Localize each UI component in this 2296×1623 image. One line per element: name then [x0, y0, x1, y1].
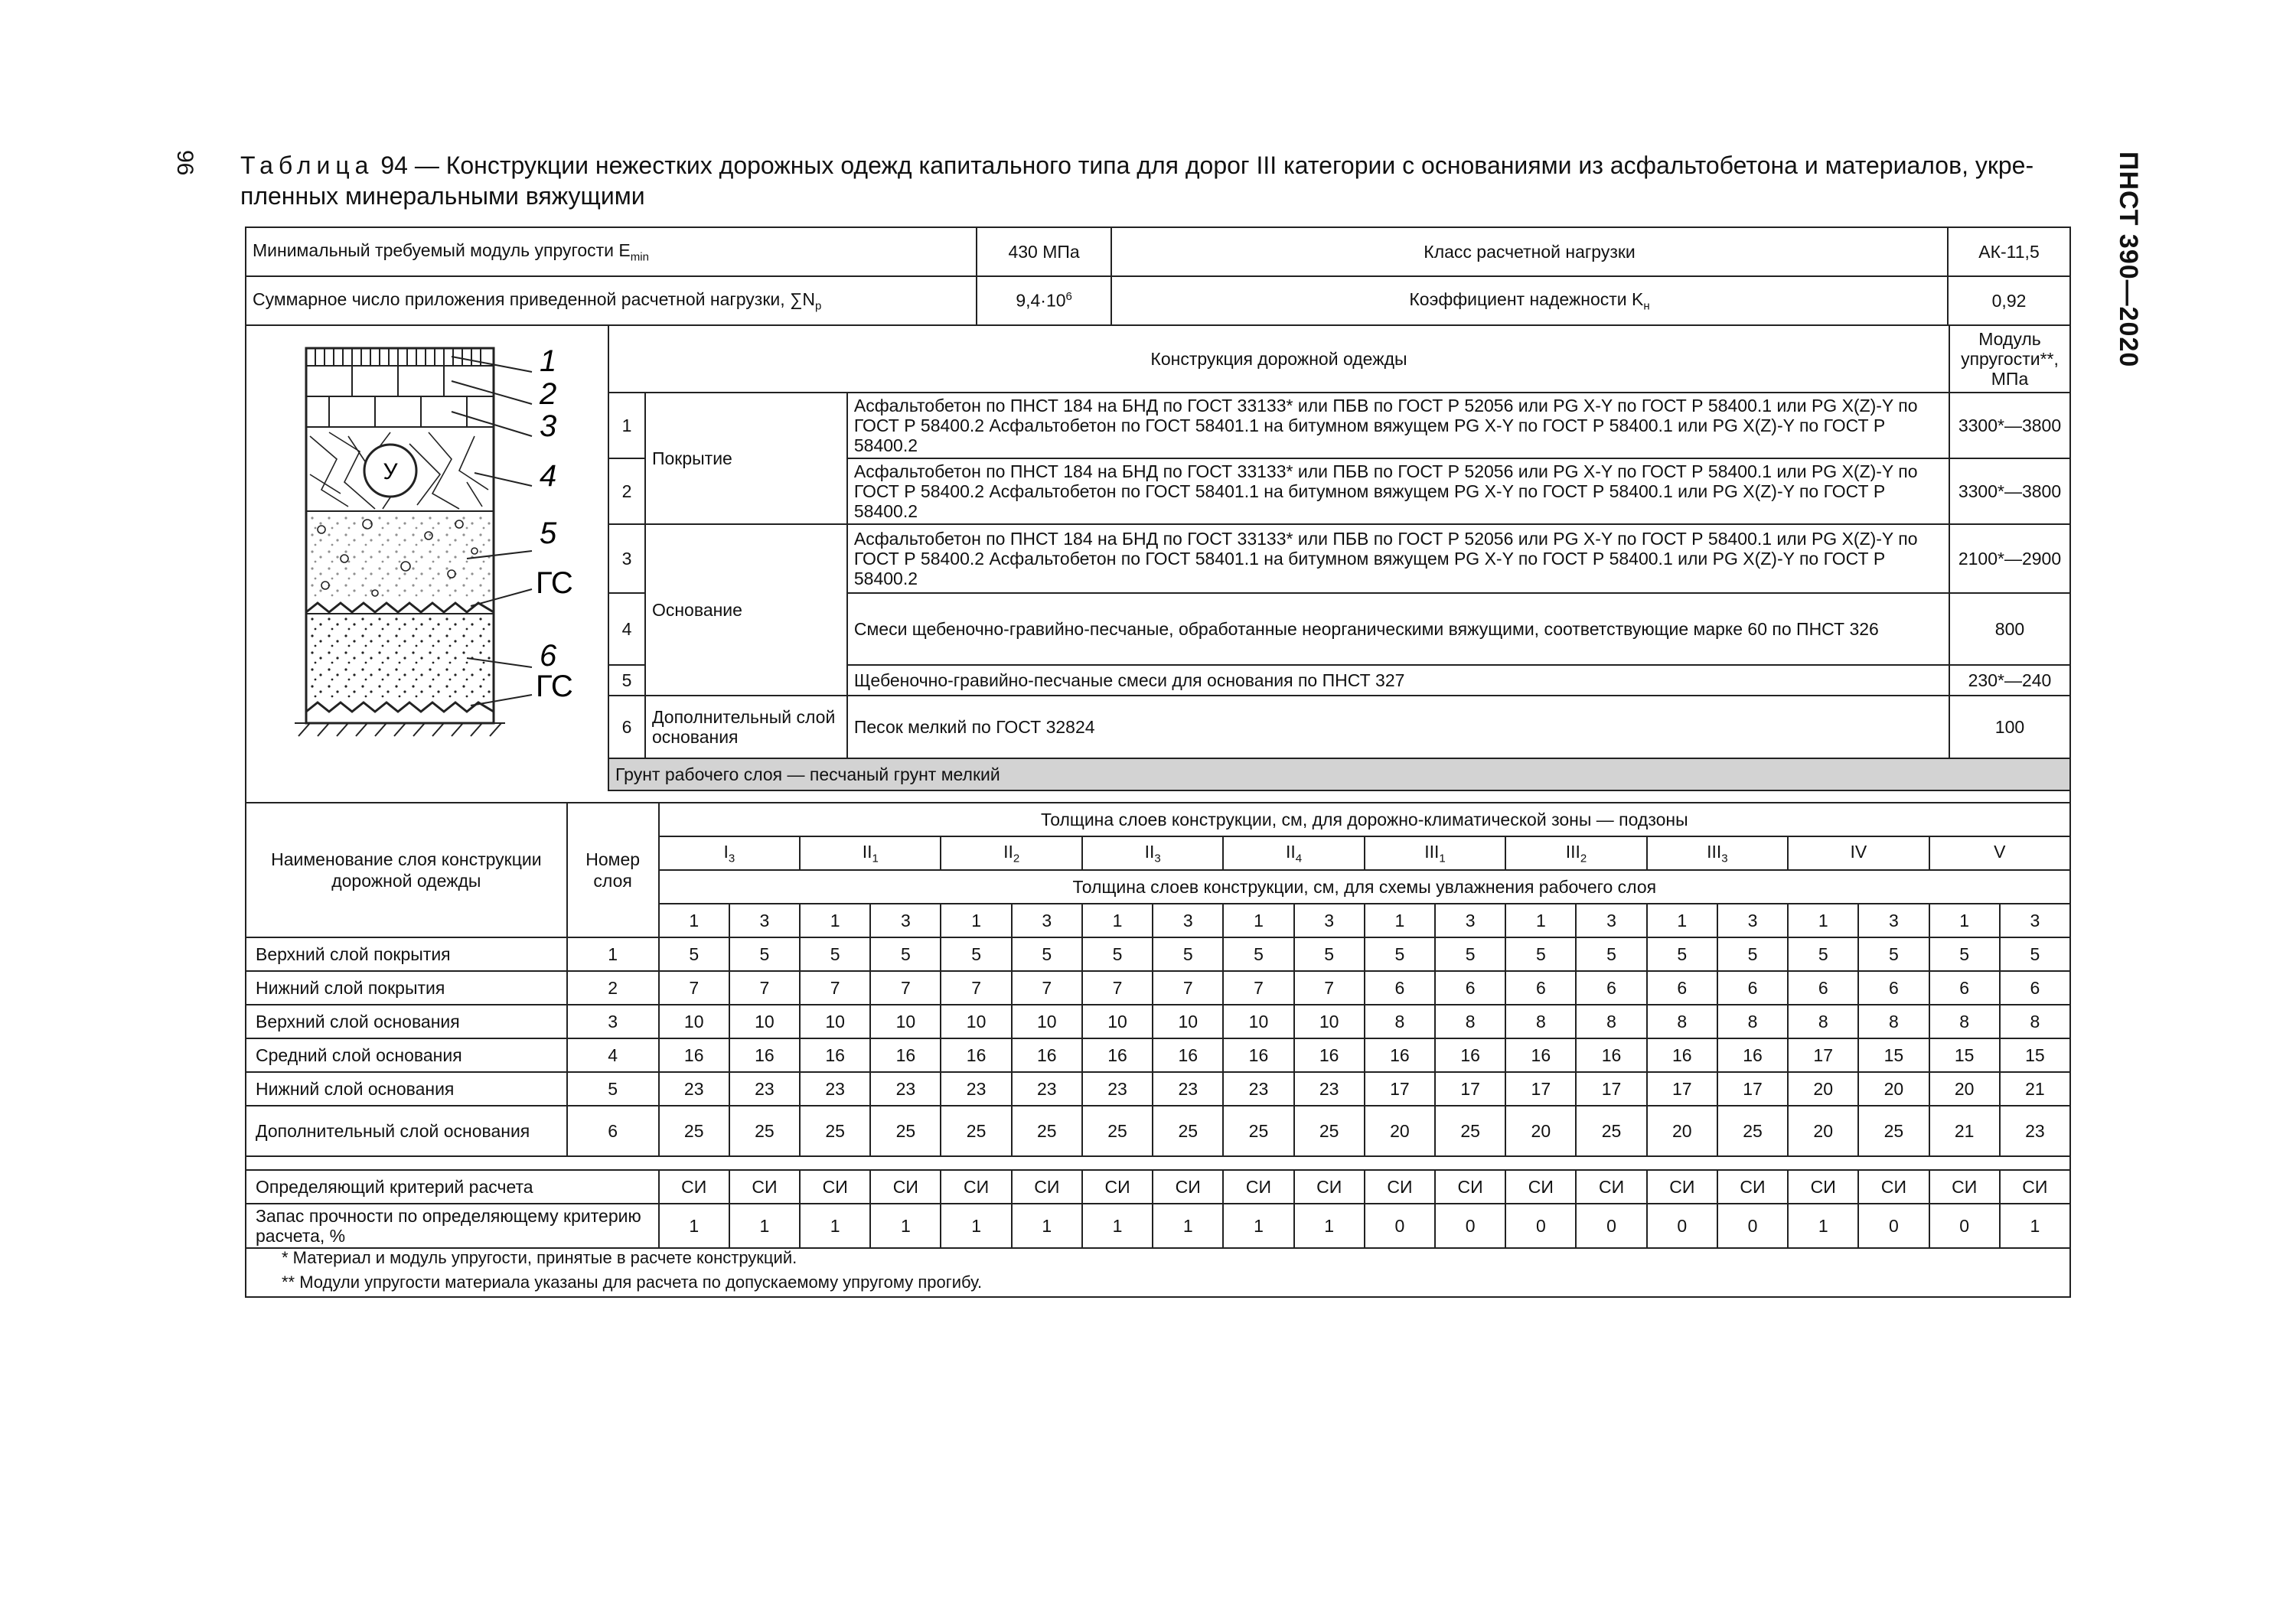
margin-cell: 0	[1435, 1204, 1505, 1248]
row-material: Асфальтобетон по ПНСТ 184 на БНД по ГОСТ 33133* или ПБВ по ГОСТ Р 52056 или PG X-Y по ГОСТ Р 58400.1 или PG X(Z)-Y по ГОСТ Р 58400.2 Асфальтобетон по ГОСТ 58401.1 на битумном вяжущем PG X-Y по ГОСТ Р 58400.1 или PG X(Z)-Y по ГОСТ Р 58400.2	[847, 458, 1949, 524]
criterion-cell: СИ	[941, 1170, 1011, 1204]
emin-label: Минимальный требуемый модуль упругости $E_{min}$	[246, 227, 977, 276]
pavement-cross-section	[276, 329, 589, 773]
scheme-cell: 1	[941, 904, 1011, 937]
thickness-cell: 6	[1576, 971, 1646, 1005]
thickness-cell: 16	[1576, 1038, 1646, 1072]
thickness-cell: 7	[659, 971, 729, 1005]
row-num: 4	[608, 593, 645, 665]
layer-name: Верхний слой основания	[246, 1005, 567, 1038]
thickness-cell: 8	[1788, 1005, 1858, 1038]
layer-num: 1	[567, 937, 659, 971]
thickness-cell: 5	[1505, 937, 1576, 971]
thickness-cell: 10	[1153, 1005, 1223, 1038]
margin-cell: 1	[941, 1204, 1011, 1248]
layer-name: Нижний слой покрытия	[246, 971, 567, 1005]
thickness-cell: 25	[870, 1106, 941, 1156]
layer-name: Дополнительный слой основания	[246, 1106, 567, 1156]
thickness-cell: 25	[1576, 1106, 1646, 1156]
thickness-cell: 6	[1929, 971, 2000, 1005]
scheme-cell: 3	[1012, 904, 1082, 937]
thickness-cell: 15	[1929, 1038, 2000, 1072]
scheme-cell: 1	[1505, 904, 1576, 937]
thickness-cell: 23	[2000, 1106, 2070, 1156]
thickness-cell: 15	[1858, 1038, 1929, 1072]
thickness-cell: 5	[1788, 937, 1858, 971]
scheme-cell: 1	[1223, 904, 1293, 937]
thickness-cell: 17	[1435, 1072, 1505, 1106]
thickness-cell: 8	[1647, 1005, 1717, 1038]
load-class-label: Класс расчетной нагрузки	[1111, 227, 1948, 276]
layer-6-fill	[308, 615, 492, 699]
row-num: 5	[608, 665, 645, 696]
criterion-cell: СИ	[1505, 1170, 1576, 1204]
row-modulus: 3300*—3800	[1949, 393, 2070, 458]
thickness-cell: 10	[870, 1005, 941, 1038]
thickness-cell: 25	[1435, 1106, 1505, 1156]
thickness-cell: 6	[1365, 971, 1435, 1005]
criterion-cell: СИ	[800, 1170, 870, 1204]
scheme-cell: 1	[1788, 904, 1858, 937]
thickness-cell: 5	[1082, 937, 1153, 971]
thickness-cell: 7	[800, 971, 870, 1005]
thickness-cell: 5	[870, 937, 941, 971]
reliability-value: 0,92	[1948, 276, 2070, 325]
thickness-cell: 10	[941, 1005, 1011, 1038]
thickness-table	[245, 802, 2071, 1249]
thickness-cell: 16	[1717, 1038, 1788, 1072]
group-extra: Дополнительный слой основания	[645, 696, 847, 758]
thickness-cell: 20	[1788, 1072, 1858, 1106]
thickness-cell: 8	[1435, 1005, 1505, 1038]
layer-1-hatch	[306, 348, 494, 366]
thickness-cell: 8	[1505, 1005, 1576, 1038]
thickness-cell: 7	[1012, 971, 1082, 1005]
layer-num: 3	[567, 1005, 659, 1038]
margin-cell: 1	[1294, 1204, 1365, 1248]
thickness-cell: 17	[1717, 1072, 1788, 1106]
zone-cell: $III_2$	[1505, 836, 1646, 870]
thickness-cell: 5	[1153, 937, 1223, 971]
thickness-cell: 15	[2000, 1038, 2070, 1072]
scheme-cell: 3	[1717, 904, 1788, 937]
thickness-cell: 8	[1717, 1005, 1788, 1038]
criterion-cell: СИ	[1012, 1170, 1082, 1204]
gs-zigzag-1	[306, 603, 494, 612]
thickness-cell: 23	[870, 1072, 941, 1106]
thickness-cell: 23	[800, 1072, 870, 1106]
margin-cell: 0	[1929, 1204, 2000, 1248]
thickness-cell: 17	[1788, 1038, 1858, 1072]
figure-label-4: 4	[540, 459, 557, 493]
params-table	[245, 227, 2071, 326]
zone-cell: $II_4$	[1223, 836, 1364, 870]
thickness-cell: 20	[1788, 1106, 1858, 1156]
thickness-cell: 5	[1223, 937, 1293, 971]
scheme-cell: 3	[870, 904, 941, 937]
thickness-cell: 25	[1858, 1106, 1929, 1156]
figure-label-gs-1: ГС	[536, 566, 573, 600]
scheme-cell: 1	[659, 904, 729, 937]
scheme-cell: 3	[2000, 904, 2070, 937]
scheme-cell: 3	[729, 904, 800, 937]
layer-name: Нижний слой основания	[246, 1072, 567, 1106]
criterion-cell: СИ	[2000, 1170, 2070, 1204]
layer-5-fill	[308, 513, 492, 597]
thickness-cell: 7	[1223, 971, 1293, 1005]
thickness-cell: 25	[1294, 1106, 1365, 1156]
thickness-cell: 25	[1223, 1106, 1293, 1156]
margin-cell: 0	[1365, 1204, 1435, 1248]
thickness-cell: 23	[1153, 1072, 1223, 1106]
row-material: Смеси щебеночно-гравийно-песчаные, обработанные неорганическими вяжущими, соответствующие марке 60 по ПНСТ 326	[847, 593, 1949, 665]
zone-cell: V	[1929, 836, 2070, 870]
zone-cell: $II_3$	[1082, 836, 1223, 870]
scheme-cell: 3	[1435, 904, 1505, 937]
scheme-cell: 3	[1858, 904, 1929, 937]
thickness-cell: 25	[941, 1106, 1011, 1156]
reliability-label: Коэффициент надежности $K_н$	[1111, 276, 1948, 325]
thickness-cell: 6	[2000, 971, 2070, 1005]
thickness-cell: 16	[941, 1038, 1011, 1072]
footnotes	[282, 1246, 982, 1295]
margin-cell: 1	[659, 1204, 729, 1248]
np-label: Суммарное число приложения приведенной расчетной нагрузки, $\sum N_р$	[246, 276, 977, 325]
thickness-cell: 5	[2000, 937, 2070, 971]
zone-cell: $II_2$	[941, 836, 1081, 870]
row-modulus: 230*—240	[1949, 665, 2070, 696]
thickness-cell: 6	[1435, 971, 1505, 1005]
row-modulus: 2100*—2900	[1949, 524, 2070, 593]
thickness-cell: 5	[1012, 937, 1082, 971]
thickness-cell: 17	[1576, 1072, 1646, 1106]
scheme-cell: 3	[1576, 904, 1646, 937]
row-material: Асфальтобетон по ПНСТ 184 на БНД по ГОСТ 33133* или ПБВ по ГОСТ Р 52056 или PG X-Y по ГОСТ Р 58400.1 или PG X(Z)-Y по ГОСТ Р 58400.2 Асфальтобетон по ГОСТ 58401.1 на битумном вяжущем PG X-Y по ГОСТ Р 58400.1 или PG X(Z)-Y по ГОСТ Р 58400.2	[847, 524, 1949, 593]
thickness-cell: 7	[1294, 971, 1365, 1005]
thickness-cell: 6	[1858, 971, 1929, 1005]
layer-num-header: Номер слоя	[567, 803, 659, 937]
table-row	[246, 1005, 2070, 1038]
criterion-cell: СИ	[1082, 1170, 1153, 1204]
margin-cell: 1	[800, 1204, 870, 1248]
thickness-cell: 21	[1929, 1106, 2000, 1156]
zone-header: Толщина слоев конструкции, см, для дорожно-климатической зоны — подзоны	[659, 803, 2070, 836]
zone-cell: IV	[1788, 836, 1929, 870]
thickness-cell: 17	[1647, 1072, 1717, 1106]
layer-2-3-bricks	[306, 366, 494, 427]
thickness-cell: 25	[1717, 1106, 1788, 1156]
table-row	[246, 1038, 2070, 1072]
thickness-cell: 16	[870, 1038, 941, 1072]
thickness-cell: 7	[941, 971, 1011, 1005]
thickness-cell: 10	[1082, 1005, 1153, 1038]
figure-label-6: 6	[540, 639, 557, 673]
thickness-cell: 25	[1082, 1106, 1153, 1156]
thickness-cell: 25	[729, 1106, 800, 1156]
zone-cell: $III_3$	[1647, 836, 1788, 870]
scheme-cell: 1	[800, 904, 870, 937]
criterion-cell: СИ	[1717, 1170, 1788, 1204]
margin-cell: 1	[870, 1204, 941, 1248]
margin-cell: 1	[1153, 1204, 1223, 1248]
thickness-cell: 7	[729, 971, 800, 1005]
thickness-cell: 23	[1012, 1072, 1082, 1106]
thickness-cell: 20	[1365, 1106, 1435, 1156]
scheme-cell: 3	[1294, 904, 1365, 937]
row-material: Щебеночно-гравийно-песчаные смеси для основания по ПНСТ 327	[847, 665, 1949, 696]
load-class-value: АК-11,5	[1948, 227, 2070, 276]
np-value: $9,4\cdot 10^6$	[977, 276, 1111, 325]
thickness-cell: 6	[1788, 971, 1858, 1005]
emin-value: 430 МПа	[977, 227, 1111, 276]
thickness-cell: 5	[941, 937, 1011, 971]
criterion-cell: СИ	[1223, 1170, 1293, 1204]
thickness-cell: 16	[1082, 1038, 1153, 1072]
scheme-cell: 1	[1929, 904, 2000, 937]
layer-name: Верхний слой покрытия	[246, 937, 567, 971]
table-row	[246, 1106, 2070, 1156]
layer-name-header: Наименование слоя конструкции дорожной одежды	[246, 803, 567, 937]
zone-cell: $I_3$	[659, 836, 800, 870]
row-num: 2	[608, 458, 645, 524]
spacer-row	[246, 1156, 2070, 1170]
thickness-cell: 10	[1223, 1005, 1293, 1038]
margin-cell: 1	[1223, 1204, 1293, 1248]
title-text-line2: пленных минеральными вяжущими	[240, 182, 645, 210]
row-modulus: 800	[1949, 593, 2070, 665]
thickness-cell: 10	[729, 1005, 800, 1038]
thickness-cell: 7	[1153, 971, 1223, 1005]
scheme-cell: 1	[1365, 904, 1435, 937]
zone-cell: $II_1$	[800, 836, 941, 870]
table-row	[246, 1072, 2070, 1106]
thickness-cell: 5	[1435, 937, 1505, 971]
criterion-cell: СИ	[1365, 1170, 1435, 1204]
margin-cell: 1	[1788, 1204, 1858, 1248]
thickness-cell: 25	[1153, 1106, 1223, 1156]
title-label: Таблица	[240, 152, 374, 179]
thickness-cell: 6	[1647, 971, 1717, 1005]
row-material: Песок мелкий по ГОСТ 32824	[847, 696, 1949, 758]
criterion-label: Определяющий критерий расчета	[246, 1170, 659, 1204]
criterion-cell: СИ	[1153, 1170, 1223, 1204]
thickness-cell: 6	[1505, 971, 1576, 1005]
table-row	[246, 937, 2070, 971]
page-number: 96	[172, 150, 197, 176]
thickness-cell: 20	[1505, 1106, 1576, 1156]
thickness-cell: 10	[659, 1005, 729, 1038]
thickness-cell: 20	[1929, 1072, 2000, 1106]
thickness-cell: 20	[1647, 1106, 1717, 1156]
thickness-cell: 8	[1365, 1005, 1435, 1038]
thickness-cell: 8	[1929, 1005, 2000, 1038]
thickness-cell: 5	[1858, 937, 1929, 971]
thickness-cell: 25	[659, 1106, 729, 1156]
criterion-cell: СИ	[1929, 1170, 2000, 1204]
thickness-cell: 21	[2000, 1072, 2070, 1106]
footnote-2: ** Модули упругости материала указаны для расчета по допускаемому упругому прогибу.	[282, 1273, 983, 1292]
title-text: 94 — Конструкции нежестких дорожных одежд капитального типа для дорог III категории с основаниями из асфальтобетона и материалов, укре-	[373, 152, 2034, 179]
figure-label-2: 2	[540, 377, 557, 411]
figure-label-5: 5	[540, 517, 557, 550]
thickness-cell: 16	[800, 1038, 870, 1072]
criterion-cell: СИ	[729, 1170, 800, 1204]
thickness-cell: 5	[1365, 937, 1435, 971]
figure-label-1: 1	[540, 344, 557, 378]
scheme-cell: 1	[1647, 904, 1717, 937]
margin-cell: 0	[1505, 1204, 1576, 1248]
figure-label-gs-2: ГС	[536, 670, 573, 703]
criterion-cell: СИ	[1788, 1170, 1858, 1204]
margin-cell: 0	[1647, 1204, 1717, 1248]
figure-label-3: 3	[540, 409, 557, 443]
criterion-cell: СИ	[1435, 1170, 1505, 1204]
layer-name: Средний слой основания	[246, 1038, 567, 1072]
row-num: 6	[608, 696, 645, 758]
thickness-cell: 23	[1082, 1072, 1153, 1106]
thickness-cell: 16	[1647, 1038, 1717, 1072]
thickness-cell: 16	[1435, 1038, 1505, 1072]
thickness-cell: 8	[1576, 1005, 1646, 1038]
thickness-cell: 10	[1012, 1005, 1082, 1038]
margin-cell: 0	[1858, 1204, 1929, 1248]
margin-cell: 0	[1576, 1204, 1646, 1248]
margin-cell: 1	[1082, 1204, 1153, 1248]
criterion-cell: СИ	[1647, 1170, 1717, 1204]
criterion-cell: СИ	[870, 1170, 941, 1204]
thickness-cell: 16	[1505, 1038, 1576, 1072]
thickness-cell: 23	[1294, 1072, 1365, 1106]
thickness-cell: 16	[1153, 1038, 1223, 1072]
thickness-cell: 23	[729, 1072, 800, 1106]
criterion-cell: СИ	[1858, 1170, 1929, 1204]
row-modulus: 3300*—3800	[1949, 458, 2070, 524]
row-num: 1	[608, 393, 645, 458]
thickness-cell: 16	[1223, 1038, 1293, 1072]
thickness-cell: 5	[1647, 937, 1717, 971]
row-material: Асфальтобетон по ПНСТ 184 на БНД по ГОСТ 33133* или ПБВ по ГОСТ Р 52056 или PG X-Y по ГОСТ Р 58400.1 или PG X(Z)-Y по ГОСТ Р 58400.2 Асфальтобетон по ГОСТ 58401.1 на битумном вяжущем PG X-Y по ГОСТ Р 58400.1 или PG X(Z)-Y по ГОСТ Р 58400.2	[847, 393, 1949, 458]
scheme-cell: 3	[1153, 904, 1223, 937]
thickness-cell: 16	[1012, 1038, 1082, 1072]
margin-cell: 1	[1012, 1204, 1082, 1248]
thickness-cell: 23	[659, 1072, 729, 1106]
criterion-cell: СИ	[659, 1170, 729, 1204]
thickness-cell: 25	[800, 1106, 870, 1156]
figure-center-letter: У	[383, 459, 398, 484]
thickness-cell: 7	[870, 971, 941, 1005]
thickness-cell: 5	[729, 937, 800, 971]
thickness-cell: 16	[659, 1038, 729, 1072]
soil-row: Грунт рабочего слоя — песчаный грунт мелкий	[608, 758, 2070, 790]
thickness-cell: 10	[800, 1005, 870, 1038]
group-base: Основание	[645, 524, 847, 696]
thickness-cell: 17	[1505, 1072, 1576, 1106]
table-row	[246, 971, 2070, 1005]
thickness-cell: 16	[1294, 1038, 1365, 1072]
margin-label: Запас прочности по определяющему критерию расчета, %	[246, 1204, 659, 1248]
thickness-cell: 8	[2000, 1005, 2070, 1038]
margin-cell: 1	[729, 1204, 800, 1248]
thickness-cell: 5	[1717, 937, 1788, 971]
construction-header: Конструкция дорожной одежды	[608, 325, 1949, 393]
zone-cell: $III_1$	[1365, 836, 1505, 870]
margin-cell: 0	[1717, 1204, 1788, 1248]
construction-table	[608, 324, 2071, 791]
row-modulus: 100	[1949, 696, 2070, 758]
ground-hatch	[295, 723, 505, 736]
thickness-cell: 5	[800, 937, 870, 971]
layer-num: 2	[567, 971, 659, 1005]
table-title	[240, 150, 2077, 211]
footnote-1: * Материал и модуль упругости, принятые в расчете конструкций.	[282, 1248, 797, 1267]
thickness-cell: 17	[1365, 1072, 1435, 1106]
layer-num: 5	[567, 1072, 659, 1106]
scheme-cell: 1	[1082, 904, 1153, 937]
criterion-cell: СИ	[1294, 1170, 1365, 1204]
thickness-cell: 16	[729, 1038, 800, 1072]
criterion-cell: СИ	[1576, 1170, 1646, 1204]
gs-zigzag-2	[306, 702, 494, 712]
margin-cell: 1	[2000, 1204, 2070, 1248]
thickness-cell: 25	[1012, 1106, 1082, 1156]
layer-num: 6	[567, 1106, 659, 1156]
thickness-cell: 23	[941, 1072, 1011, 1106]
thickness-cell: 10	[1294, 1005, 1365, 1038]
modulus-header: Модуль упругости**, МПа	[1949, 325, 2070, 393]
thickness-cell: 6	[1717, 971, 1788, 1005]
document-id: ПНСТ 390—2020	[2114, 152, 2143, 368]
thickness-cell: 5	[1929, 937, 2000, 971]
scheme-header: Толщина слоев конструкции, см, для схемы увлажнения рабочего слоя	[659, 870, 2070, 904]
thickness-cell: 8	[1858, 1005, 1929, 1038]
thickness-cell: 20	[1858, 1072, 1929, 1106]
row-num: 3	[608, 524, 645, 593]
thickness-cell: 23	[1223, 1072, 1293, 1106]
thickness-cell: 5	[659, 937, 729, 971]
thickness-cell: 5	[1294, 937, 1365, 971]
thickness-cell: 7	[1082, 971, 1153, 1005]
thickness-cell: 5	[1576, 937, 1646, 971]
layer-labels	[536, 344, 573, 703]
layer-num: 4	[567, 1038, 659, 1072]
thickness-cell: 16	[1365, 1038, 1435, 1072]
group-cover: Покрытие	[645, 393, 847, 524]
